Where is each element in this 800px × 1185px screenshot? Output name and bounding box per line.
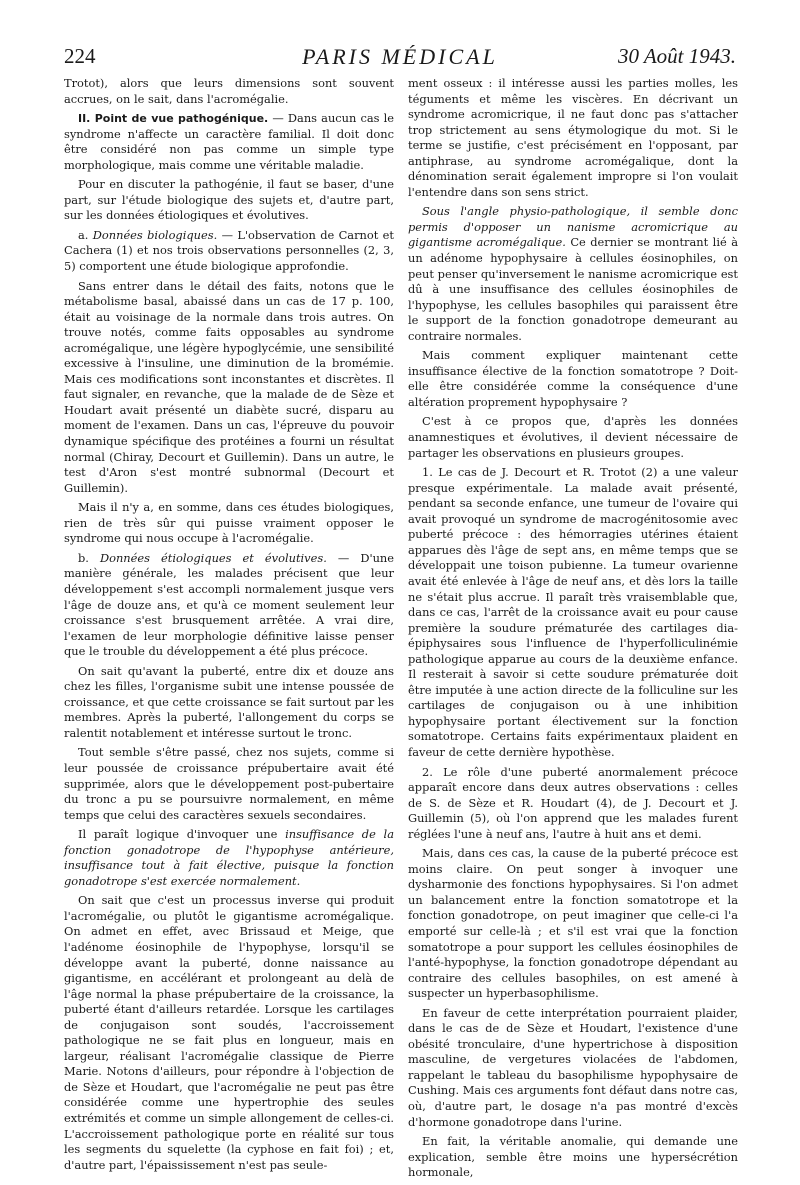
journal-title: PARIS MÉDICAL bbox=[302, 44, 498, 69]
paragraph: Sans entrer dans le détail des faits, notons que le métabolisme basal, abaissé dans un cas de 17 p. 100, était au voisinage de la normale dans trois autres. On trouve notés, comme faits opposables au syndrome acromégalique, une légère hypoglycémie, une sensibilité excessive à l'insuline, une diminution de la bromémie. Mais ces modifications sont inconstantes et discrètes. Il faut signaler, en revanche, que la malade de de Sèze et Houdart avait présenté un diabète sucré, disparu au moment de l'examen. Dans un cas, l'épreuve du pouvoir dynamique spécifique des protéines a fourni un résultat normal (Chiray, Decourt et Guillemin). Dans un autre, le test d'Aron s'est montré subnormal (Decourt et Guillemin). bbox=[64, 278, 394, 495]
paragraph: 2. Le rôle d'une puberté anormalement précoce apparaît encore dans deux autres observations : celles de S. de Sèze et R. Houdart (4), de J. Decourt et J. Guillemin (5), où l'on apprend que les malades furent réglées l'une à neuf ans, l'autre à huit ans et demi. bbox=[408, 764, 738, 841]
subsection-text: — L'observation de Carnot et Cachera (1) et nos trois observations personnelles (2, 3, 5) comportent une étude biologique approfondie. bbox=[64, 227, 394, 274]
page-header bbox=[64, 44, 736, 72]
paragraph: Mais, dans ces cas, la cause de la puberté précoce est moins claire. On peut songer à invoquer une dysharmonie des fonctions hypophysaires. Si l'on admet un balancement entre la fonction somatotrope et la fonction gonadotrope, on peut imaginer que celle-ci l'a emporté sur celle-là ; et s'il est vrai que la fonction somatotrope a pour support les cellules éosinophiles de l'anté-hypophyse, la fonction gonadotrope dépendant au contraire des cellules basophiles, on est amené à suspecter un hyperbasophilisme. bbox=[408, 846, 738, 1001]
paragraph: Pour en discuter la pathogénie, il faut se baser, d'une part, sur l'étude biologique des sujets et, d'autre part, sur les données étiologiques et évolutives. bbox=[64, 177, 394, 223]
section-text: — Dans aucun cas le syndrome n'affecte un caractère familial. Il doit donc être considéré non pas comme un simple type morphologique, mais comme une véritable maladie. bbox=[64, 111, 394, 172]
paragraph: C'est à ce propos que, d'après les données anamnestiques et évolutives, il devient nécessaire de partager les observations en plusieurs groupes. bbox=[408, 414, 738, 460]
subsection-label: a. bbox=[78, 227, 93, 242]
paragraph: Mais il n'y a, en somme, dans ces études biologiques, rien de très sûr qui puisse vraiment opposer le syndrome qui nous occupe à l'acromégalie. bbox=[64, 500, 394, 546]
page-number: 224 bbox=[64, 44, 96, 68]
emphasis-text: Sous l'angle physio-pathologique, il semble donc permis d'opposer un nanisme acromicrique au gigantisme acromégalique. bbox=[408, 204, 738, 250]
emphasis-text: insuffisance de la fonction gonadotrope de l'hypophyse antérieure, insuffisance tout à fait élective, puisque la fonction gonadotrope s'est exercée normalement. bbox=[64, 827, 394, 888]
subsection-label: b. bbox=[78, 550, 100, 565]
paragraph: Mais comment expliquer maintenant cette insuffisance élective de la fonction somatotrope ? Doit-elle être considérée comme la conséquence d'une altération proprement hypophysaire ? bbox=[408, 348, 738, 409]
paragraph: 1. Le cas de J. Decourt et R. Trotot (2) a une valeur presque expérimentale. La malade avait présenté, pendant sa seconde enfance, une tumeur de l'ovaire qui avait provoqué un syndrome de macrogénitosomie avec puberté précoce : des hémorragies utérines étaient apparues dès l'âge de sept ans, en même temps que se développait une toison pubienne. La tumeur ovarienne avait été enlevée à l'âge de neuf ans, et dès lors la taille ne s'était plus accrue. Il paraît très vraisemblable que, dans ce cas, l'arrêt de la croissance avait eu pour cause première la soudure prématurée des cartilages dia-épiphysaires sous l'influence de l'hyperfolliculinémie pathologique apparue au cours de la deuxième enfance. Il resterait à savoir si cette soudure prématurée doit être imputée à une action directe de la folliculine sur les cartilages de conjugaison ou à une inhibition hypophysaire portant électivement sur la fonction somatotrope. Certains faits expérimentaux plaident en faveur de cette dernière hypothèse. bbox=[408, 465, 738, 759]
paragraph-text: Ce dernier se montrant lié à un adénome hypophysaire à cellules éosinophiles, on peut penser qu'inversement le nanisme acromicrique est dû à une insuffisance des cellules éosinophiles de l'hypophyse, les cellules basophiles qui paraissent être le support de la fonction gonadotrope demeurant au contraire normales. bbox=[408, 235, 738, 343]
paragraph: On sait qu'avant la puberté, entre dix et douze ans chez les filles, l'organisme subit une intense poussée de croissance, et que cette croissance se fait surtout par les membres. Après la puberté, l'allongement du corps se ralentit notablement et intéresse surtout le tronc. bbox=[64, 663, 394, 740]
paragraph: Tout semble s'être passé, chez nos sujets, comme si leur poussée de croissance prépubertaire avait été supprimée, alors que le développement post-pubertaire du tronc a pu se poursuivre normalement, en même temps que celui des caractères sexuels secondaires. bbox=[64, 745, 394, 822]
paragraph: Trotot), alors que leurs dimensions sont souvent accrues, on le sait, dans l'acromégalie. bbox=[64, 76, 394, 106]
paragraph: On sait que c'est un processus inverse qui produit l'acromégalie, ou plutôt le gigantisme acromégalique. On admet en effet, avec Brissaud et Meige, que l'adénome éosinophile de l'hypophyse, lorsqu'il se développe avant la puberté, donne naissance au gigantisme, en accélérant et prolongeant au delà de l'âge normal la phase prépubertaire de la croissance, la puberté étant d'ailleurs retardée. Lorsque les cartilages de conjugaison sont soudés, l'accroissement pathologique ne se fait plus en longueur, mais en largeur, réalisant l'acromégalie classique de Pierre Marie. Notons d'ailleurs, pour répondre à l'objection de de Sèze et Houdart, que l'acromégalie ne peut pas être considérée comme une hypertrophie des seules extrémités et comme un simple allongement de celles-ci. L'accroissement pathologique porte en réalité sur tous les segments du squelette (la cyphose en fait foi) ; et, d'autre part, l'épaississement n'est pas seule- bbox=[64, 893, 394, 1172]
paragraph-text: Il paraît logique d'invoquer une bbox=[78, 827, 286, 842]
section-paragraph bbox=[64, 111, 394, 173]
subsection-title: Données étiologiques et évolutives. bbox=[99, 550, 327, 565]
section-heading: II. Point de vue pathogénique. bbox=[78, 112, 269, 126]
right-column bbox=[408, 76, 738, 1185]
issue-date: 30 Août 1943. bbox=[617, 44, 736, 68]
paragraph: ment osseux : il intéresse aussi les parties molles, les téguments et même les viscères. En décrivant un syndrome acromicrique, il ne faut donc pas s'attacher trop strictement au sens étymologique du mot. Si le terme se justifie, c'est précisément en l'opposant, par antiphrase, au syndrome acromégalique, dont la dénomination serait également impropre si l'on voulait l'entendre dans son sens strict. bbox=[408, 76, 738, 199]
paragraph bbox=[64, 827, 394, 889]
subsection-text: — D'une manière générale, les malades précisent que leur développement s'est accompli normalement jusque vers l'âge de douze ans, et qu'à ce moment seulement leur croissance s'est brusquement arrêtée. A vrai dire, l'examen de leur morphologie définitive laisse penser que le trouble du développement a été plus précoce. bbox=[64, 550, 394, 659]
paragraph: En faveur de cette interprétation pourraient plaider, dans le cas de de Sèze et Houdart, l'existence d'une obésité tronculaire, d'une hypertrichose à disposition masculine, de vergetures violacées de l'abdomen, rappelant le tableau du basophilisme hypophysaire de Cushing. Mais ces arguments font défaut dans notre cas, où, d'autre part, le dosage n'a pas montré d'excès d'hormone gonadotrope dans l'urine. bbox=[408, 1005, 738, 1129]
subsection-paragraph bbox=[64, 228, 394, 275]
subsection-paragraph bbox=[64, 551, 394, 660]
paragraph bbox=[408, 204, 738, 344]
subsection-title: Données biologiques. bbox=[92, 227, 218, 242]
paragraph: En fait, la véritable anomalie, qui demande une explication, semble être moins une hypersécrétion hormonale, bbox=[408, 1134, 738, 1180]
left-column bbox=[64, 76, 394, 1177]
